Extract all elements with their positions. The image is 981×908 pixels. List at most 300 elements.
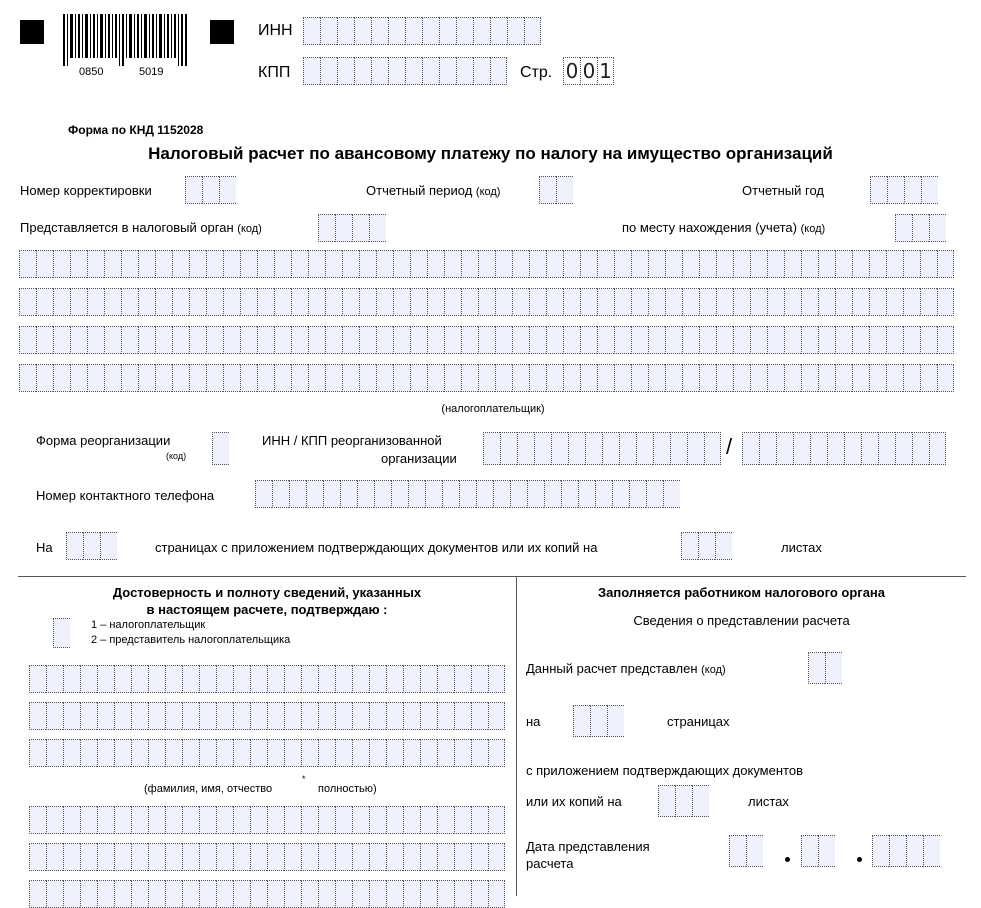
sheets-field[interactable] xyxy=(681,532,753,560)
input-cell[interactable] xyxy=(461,250,478,278)
input-cell[interactable] xyxy=(437,665,454,693)
input-cell[interactable] xyxy=(63,702,80,730)
fio-row[interactable] xyxy=(29,702,505,730)
input-cell[interactable] xyxy=(29,806,46,834)
input-cell[interactable] xyxy=(318,214,335,242)
input-cell[interactable] xyxy=(391,480,408,508)
confirm-type-field[interactable] xyxy=(53,618,80,648)
input-cell[interactable] xyxy=(165,739,182,767)
input-cell[interactable] xyxy=(104,288,121,316)
input-cell[interactable] xyxy=(104,250,121,278)
fio-row[interactable] xyxy=(29,665,505,693)
input-cell[interactable] xyxy=(393,250,410,278)
input-cell[interactable] xyxy=(19,288,36,316)
input-cell[interactable] xyxy=(729,835,746,867)
input-cell[interactable] xyxy=(478,364,495,392)
input-cell[interactable] xyxy=(784,250,801,278)
input-cell[interactable] xyxy=(114,806,131,834)
input-cell[interactable] xyxy=(165,880,182,908)
period-field[interactable] xyxy=(539,176,577,204)
input-cell[interactable] xyxy=(359,364,376,392)
input-cell[interactable] xyxy=(352,806,369,834)
input-cell[interactable] xyxy=(189,364,206,392)
input-cell[interactable] xyxy=(114,880,131,908)
input-cell[interactable] xyxy=(172,288,189,316)
input-cell[interactable] xyxy=(801,288,818,316)
input-cell[interactable] xyxy=(46,739,63,767)
input-cell[interactable] xyxy=(206,326,223,354)
input-cell[interactable] xyxy=(335,702,352,730)
input-cell[interactable] xyxy=(131,702,148,730)
input-cell[interactable] xyxy=(182,702,199,730)
input-cell[interactable] xyxy=(371,57,388,85)
reorg-inn-field[interactable] xyxy=(483,432,721,465)
input-cell[interactable] xyxy=(420,665,437,693)
input-cell[interactable] xyxy=(189,288,206,316)
input-cell[interactable] xyxy=(63,806,80,834)
input-cell[interactable] xyxy=(648,288,665,316)
input-cell[interactable] xyxy=(488,880,505,908)
input-cell[interactable] xyxy=(923,835,940,867)
input-cell[interactable] xyxy=(386,665,403,693)
input-cell[interactable] xyxy=(114,702,131,730)
input-cell[interactable] xyxy=(337,17,354,45)
input-cell[interactable] xyxy=(444,250,461,278)
input-cell[interactable] xyxy=(818,288,835,316)
input-cell[interactable] xyxy=(872,835,889,867)
input-cell[interactable] xyxy=(206,364,223,392)
input-cell[interactable] xyxy=(250,702,267,730)
input-cell[interactable] xyxy=(784,364,801,392)
input-cell[interactable] xyxy=(510,480,527,508)
input-cell[interactable] xyxy=(459,480,476,508)
input-cell[interactable] xyxy=(148,739,165,767)
input-cell[interactable] xyxy=(886,326,903,354)
input-cell[interactable] xyxy=(444,326,461,354)
input-cell[interactable] xyxy=(852,364,869,392)
submitted-code-field[interactable] xyxy=(808,652,864,684)
input-cell[interactable] xyxy=(682,364,699,392)
input-cell[interactable] xyxy=(216,843,233,871)
input-cell[interactable] xyxy=(19,250,36,278)
input-cell[interactable] xyxy=(527,480,544,508)
input-cell[interactable] xyxy=(46,880,63,908)
input-cell[interactable] xyxy=(456,17,473,45)
input-cell[interactable] xyxy=(29,702,46,730)
input-cell[interactable] xyxy=(393,326,410,354)
input-cell[interactable] xyxy=(121,326,138,354)
input-cell[interactable] xyxy=(733,250,750,278)
input-cell[interactable] xyxy=(386,806,403,834)
taxpayer-name-row[interactable] xyxy=(19,364,967,392)
org-name-row[interactable] xyxy=(29,880,505,908)
input-cell[interactable] xyxy=(70,250,87,278)
input-cell[interactable] xyxy=(165,843,182,871)
input-cell[interactable] xyxy=(303,17,320,45)
input-cell[interactable] xyxy=(471,843,488,871)
input-cell[interactable] xyxy=(369,880,386,908)
input-cell[interactable] xyxy=(750,364,767,392)
input-cell[interactable] xyxy=(257,364,274,392)
input-cell[interactable] xyxy=(568,432,585,465)
input-cell[interactable] xyxy=(420,880,437,908)
input-cell[interactable] xyxy=(597,364,614,392)
input-cell[interactable] xyxy=(182,880,199,908)
input-cell[interactable] xyxy=(131,739,148,767)
input-cell[interactable] xyxy=(793,432,810,465)
input-cell[interactable] xyxy=(427,250,444,278)
input-cell[interactable] xyxy=(903,364,920,392)
input-cell[interactable] xyxy=(495,326,512,354)
input-cell[interactable] xyxy=(352,843,369,871)
input-cell[interactable] xyxy=(648,364,665,392)
input-cell[interactable] xyxy=(308,326,325,354)
input-cell[interactable] xyxy=(801,326,818,354)
input-cell[interactable] xyxy=(250,843,267,871)
input-cell[interactable] xyxy=(369,702,386,730)
input-cell[interactable] xyxy=(716,326,733,354)
input-cell[interactable] xyxy=(301,702,318,730)
input-cell[interactable] xyxy=(529,288,546,316)
input-cell[interactable] xyxy=(439,57,456,85)
input-cell[interactable] xyxy=(359,250,376,278)
input-cell[interactable] xyxy=(629,480,646,508)
input-cell[interactable] xyxy=(36,326,53,354)
input-cell[interactable] xyxy=(844,432,861,465)
input-cell[interactable] xyxy=(410,288,427,316)
date-month-field[interactable] xyxy=(801,835,845,867)
input-cell[interactable] xyxy=(257,288,274,316)
input-cell[interactable] xyxy=(291,288,308,316)
input-cell[interactable] xyxy=(420,739,437,767)
input-cell[interactable] xyxy=(352,214,369,242)
input-cell[interactable] xyxy=(808,652,825,684)
input-cell[interactable] xyxy=(291,364,308,392)
input-cell[interactable] xyxy=(473,17,490,45)
input-cell[interactable] xyxy=(386,880,403,908)
input-cell[interactable] xyxy=(359,288,376,316)
input-cell[interactable] xyxy=(325,250,342,278)
input-cell[interactable] xyxy=(335,806,352,834)
input-cell[interactable] xyxy=(665,326,682,354)
input-cell[interactable] xyxy=(454,843,471,871)
input-cell[interactable] xyxy=(250,665,267,693)
input-cell[interactable] xyxy=(563,250,580,278)
input-cell[interactable] xyxy=(233,739,250,767)
input-cell[interactable] xyxy=(352,665,369,693)
input-cell[interactable] xyxy=(699,250,716,278)
input-cell[interactable] xyxy=(631,364,648,392)
input-cell[interactable] xyxy=(359,326,376,354)
input-cell[interactable] xyxy=(476,480,493,508)
input-cell[interactable] xyxy=(267,702,284,730)
input-cell[interactable] xyxy=(420,843,437,871)
org-name-field[interactable] xyxy=(29,806,505,908)
input-cell[interactable] xyxy=(301,739,318,767)
input-cell[interactable] xyxy=(648,250,665,278)
fio-field[interactable] xyxy=(29,665,505,767)
input-cell[interactable] xyxy=(563,326,580,354)
input-cell[interactable] xyxy=(70,326,87,354)
input-cell[interactable] xyxy=(342,364,359,392)
input-cell[interactable] xyxy=(767,250,784,278)
input-cell[interactable] xyxy=(929,432,946,465)
input-cell[interactable] xyxy=(104,326,121,354)
input-cell[interactable] xyxy=(886,288,903,316)
input-cell[interactable] xyxy=(369,806,386,834)
input-cell[interactable] xyxy=(318,739,335,767)
input-cell[interactable] xyxy=(715,532,732,560)
input-cell[interactable] xyxy=(301,665,318,693)
input-cell[interactable] xyxy=(202,176,219,204)
input-cell[interactable] xyxy=(257,250,274,278)
input-cell[interactable] xyxy=(490,57,507,85)
input-cell[interactable] xyxy=(325,288,342,316)
input-cell[interactable] xyxy=(444,364,461,392)
input-cell[interactable] xyxy=(488,702,505,730)
input-cell[interactable] xyxy=(403,843,420,871)
input-cell[interactable] xyxy=(682,288,699,316)
input-cell[interactable] xyxy=(148,843,165,871)
input-cell[interactable] xyxy=(374,480,391,508)
input-cell[interactable] xyxy=(580,288,597,316)
input-cell[interactable] xyxy=(318,702,335,730)
input-cell[interactable] xyxy=(478,288,495,316)
input-cell[interactable] xyxy=(561,480,578,508)
input-cell[interactable] xyxy=(471,880,488,908)
input-cell[interactable] xyxy=(665,250,682,278)
input-cell[interactable] xyxy=(308,250,325,278)
input-cell[interactable] xyxy=(388,17,405,45)
input-cell[interactable] xyxy=(408,480,425,508)
input-cell[interactable] xyxy=(308,288,325,316)
input-cell[interactable] xyxy=(835,326,852,354)
input-cell[interactable] xyxy=(155,326,172,354)
input-cell[interactable] xyxy=(580,250,597,278)
input-cell[interactable] xyxy=(342,288,359,316)
input-cell[interactable] xyxy=(539,176,556,204)
input-cell[interactable] xyxy=(861,432,878,465)
input-cell[interactable] xyxy=(495,250,512,278)
input-cell[interactable] xyxy=(410,250,427,278)
input-cell[interactable] xyxy=(369,214,386,242)
input-cell[interactable] xyxy=(529,364,546,392)
input-cell[interactable] xyxy=(920,288,937,316)
input-cell[interactable] xyxy=(929,214,946,242)
input-cell[interactable] xyxy=(405,57,422,85)
input-cell[interactable] xyxy=(682,250,699,278)
input-cell[interactable] xyxy=(199,665,216,693)
input-cell[interactable] xyxy=(403,880,420,908)
input-cell[interactable] xyxy=(393,364,410,392)
input-cell[interactable] xyxy=(267,665,284,693)
input-cell[interactable] xyxy=(889,835,906,867)
input-cell[interactable] xyxy=(53,618,70,648)
input-cell[interactable] xyxy=(818,364,835,392)
input-cell[interactable] xyxy=(318,806,335,834)
input-cell[interactable] xyxy=(682,326,699,354)
input-cell[interactable] xyxy=(223,326,240,354)
input-cell[interactable] xyxy=(393,288,410,316)
input-cell[interactable] xyxy=(97,702,114,730)
input-cell[interactable] xyxy=(53,364,70,392)
input-cell[interactable] xyxy=(114,843,131,871)
input-cell[interactable] xyxy=(903,288,920,316)
input-cell[interactable] xyxy=(937,288,954,316)
input-cell[interactable] xyxy=(199,806,216,834)
taxpayer-name-row[interactable] xyxy=(19,288,967,316)
input-cell[interactable] xyxy=(155,364,172,392)
input-cell[interactable] xyxy=(869,288,886,316)
input-cell[interactable] xyxy=(342,326,359,354)
input-cell[interactable] xyxy=(437,843,454,871)
input-cell[interactable] xyxy=(733,364,750,392)
input-cell[interactable] xyxy=(488,806,505,834)
input-cell[interactable] xyxy=(131,880,148,908)
input-cell[interactable] xyxy=(512,364,529,392)
input-cell[interactable] xyxy=(512,250,529,278)
input-cell[interactable] xyxy=(529,326,546,354)
input-cell[interactable] xyxy=(354,57,371,85)
date-day-field[interactable] xyxy=(729,835,773,867)
input-cell[interactable] xyxy=(199,843,216,871)
input-cell[interactable] xyxy=(148,806,165,834)
kpp-field[interactable] xyxy=(303,57,507,85)
input-cell[interactable] xyxy=(301,806,318,834)
input-cell[interactable] xyxy=(97,806,114,834)
input-cell[interactable] xyxy=(921,176,938,204)
input-cell[interactable] xyxy=(597,326,614,354)
input-cell[interactable] xyxy=(454,665,471,693)
input-cell[interactable] xyxy=(687,432,704,465)
input-cell[interactable] xyxy=(172,326,189,354)
right-pages-field[interactable] xyxy=(573,705,647,737)
input-cell[interactable] xyxy=(835,250,852,278)
input-cell[interactable] xyxy=(427,288,444,316)
input-cell[interactable] xyxy=(636,432,653,465)
input-cell[interactable] xyxy=(240,250,257,278)
input-cell[interactable] xyxy=(19,364,36,392)
input-cell[interactable] xyxy=(131,843,148,871)
input-cell[interactable] xyxy=(590,705,607,737)
input-cell[interactable] xyxy=(546,250,563,278)
input-cell[interactable] xyxy=(323,480,340,508)
input-cell[interactable] xyxy=(906,835,923,867)
reorg-kpp-field[interactable] xyxy=(742,432,946,465)
input-cell[interactable] xyxy=(878,432,895,465)
input-cell[interactable] xyxy=(131,665,148,693)
input-cell[interactable] xyxy=(759,432,776,465)
input-cell[interactable] xyxy=(97,739,114,767)
input-cell[interactable] xyxy=(887,176,904,204)
input-cell[interactable] xyxy=(216,806,233,834)
input-cell[interactable] xyxy=(471,806,488,834)
input-cell[interactable] xyxy=(148,702,165,730)
input-cell[interactable] xyxy=(454,806,471,834)
input-cell[interactable] xyxy=(386,739,403,767)
input-cell[interactable] xyxy=(439,17,456,45)
org-name-row[interactable] xyxy=(29,843,505,871)
input-cell[interactable] xyxy=(478,250,495,278)
input-cell[interactable] xyxy=(920,326,937,354)
input-cell[interactable] xyxy=(165,806,182,834)
input-cell[interactable] xyxy=(172,364,189,392)
input-cell[interactable] xyxy=(454,880,471,908)
input-cell[interactable] xyxy=(199,702,216,730)
input-cell[interactable] xyxy=(87,288,104,316)
input-cell[interactable] xyxy=(852,326,869,354)
input-cell[interactable] xyxy=(318,665,335,693)
input-cell[interactable] xyxy=(810,432,827,465)
input-cell[interactable] xyxy=(895,214,912,242)
input-cell[interactable] xyxy=(471,702,488,730)
input-cell[interactable] xyxy=(699,326,716,354)
input-cell[interactable] xyxy=(182,665,199,693)
input-cell[interactable] xyxy=(155,250,172,278)
input-cell[interactable] xyxy=(904,176,921,204)
input-cell[interactable] xyxy=(507,17,524,45)
input-cell[interactable] xyxy=(80,880,97,908)
pages-field[interactable] xyxy=(66,532,138,560)
input-cell[interactable] xyxy=(534,432,551,465)
input-cell[interactable] xyxy=(80,739,97,767)
input-cell[interactable] xyxy=(750,326,767,354)
input-cell[interactable] xyxy=(495,364,512,392)
input-cell[interactable] xyxy=(716,364,733,392)
input-cell[interactable] xyxy=(563,364,580,392)
input-cell[interactable] xyxy=(776,432,793,465)
input-cell[interactable] xyxy=(500,432,517,465)
input-cell[interactable] xyxy=(619,432,636,465)
input-cell[interactable] xyxy=(267,739,284,767)
input-cell[interactable] xyxy=(369,843,386,871)
input-cell[interactable] xyxy=(852,288,869,316)
input-cell[interactable] xyxy=(675,785,692,817)
input-cell[interactable] xyxy=(223,364,240,392)
input-cell[interactable] xyxy=(53,250,70,278)
input-cell[interactable] xyxy=(70,288,87,316)
input-cell[interactable] xyxy=(410,326,427,354)
input-cell[interactable] xyxy=(19,326,36,354)
input-cell[interactable] xyxy=(631,250,648,278)
input-cell[interactable] xyxy=(240,326,257,354)
input-cell[interactable] xyxy=(114,665,131,693)
input-cell[interactable] xyxy=(827,432,844,465)
input-cell[interactable] xyxy=(301,880,318,908)
input-cell[interactable] xyxy=(595,480,612,508)
input-cell[interactable] xyxy=(165,665,182,693)
input-cell[interactable] xyxy=(420,702,437,730)
taxpayer-name-field[interactable] xyxy=(19,250,967,392)
input-cell[interactable] xyxy=(471,665,488,693)
input-cell[interactable] xyxy=(172,250,189,278)
input-cell[interactable] xyxy=(852,250,869,278)
input-cell[interactable] xyxy=(376,364,393,392)
input-cell[interactable] xyxy=(240,288,257,316)
input-cell[interactable] xyxy=(185,176,202,204)
input-cell[interactable] xyxy=(920,250,937,278)
tax-authority-field[interactable] xyxy=(318,214,414,242)
input-cell[interactable] xyxy=(189,326,206,354)
input-cell[interactable] xyxy=(818,835,835,867)
input-cell[interactable] xyxy=(912,214,929,242)
input-cell[interactable] xyxy=(818,326,835,354)
input-cell[interactable] xyxy=(233,665,250,693)
input-cell[interactable] xyxy=(488,843,505,871)
input-cell[interactable] xyxy=(53,288,70,316)
input-cell[interactable] xyxy=(233,702,250,730)
input-cell[interactable] xyxy=(488,665,505,693)
